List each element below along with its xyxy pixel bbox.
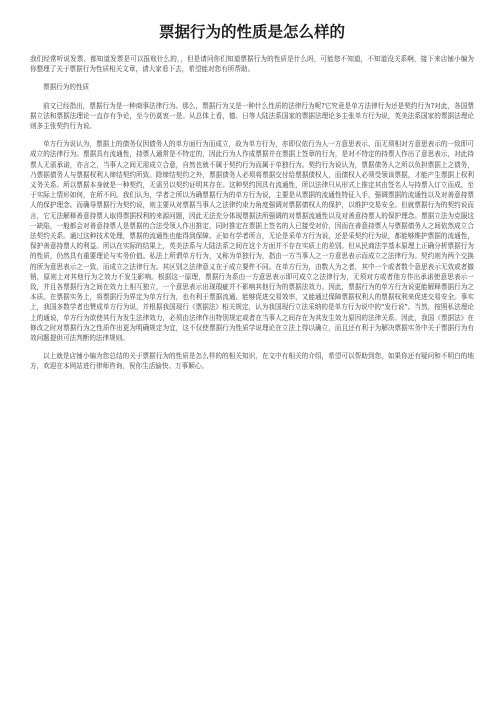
intro-paragraph: 我们经常听说发票、都知道发票是可以报账什么的，，但是请问你们知道票据行为的性质是什么吗，可能您不知道，不知道没关系啊，接下来店铺小编为你整理了关于票据行为性质相关文章，请大家看下去，希望能对您有所帮助。 [30, 55, 474, 74]
body-paragraph-1: 前文已经指出，票据行为是一种商事法律行为。那么，票据行为又是一种什么性质的法律行为呢?它究竟是单方法律行为还是契约行为?对此，各国票据立法和票据法理论一直存有争论，至今仍莫衷一是。从总体上看，德、日等大陆法系国家的票据法理论多主张单方行为说，英美法系国家的票据法理论则多主张契约行为说。 [30, 101, 474, 131]
document-title: 票据行为的性质是怎么样的 [158, 23, 345, 41]
body-paragraph-2: 单方行为说认为，票据上的债务仅因债务人的单方面行为而成立，故为单方行为，亦即仅依行为人一方意思表示、而无须相对方意思表示的一致即可成立的法律行为。票据具有流通性，持票人通常是不特定的，因此行为人作成票据并在票据上签章的行为，是对不特定的持票人作出了意思表示，对此持票人无需承诺，亦言之，当事人之间无需成立合意，自然也就不属于契约行为而属于单独行为。契约行为说认为，票据债务人之所以负担票据上之债务，乃票据债务人与票据权利人缔结契约所致。除缔结契约之外，票据债务人必须将票据交付给票据债权人，而债权人必须受领该票据，才能产生票据上权利义务关系。所以票据本身就是一种契约，无需另以契约证明其存在。这种契约因具有流通性，所以法律只从形式上推定其由签名人与持票人订立而成，至于实际上情形如何，在所不问。我们认为，学者之所以为确票据行为的单方行为说，主要是从票据的流通性特征入手，强调票据的流通性以及对善意持票人的保护理念。而确导票据行为契约说，则主要从对票据当事人之法律约束力角度强调对票据债权人的保护，以维护交易安全。但就票据行为的契约说而言，它无法解释善意持票人取得票据权利的来源问题，因此无法充分体现票据法所强调的对票据流通性以及对善意持票人的保护理念。票据立法为克服这一缺陷，一般都会对善意持票人是票据的合法受领人作出推定，同时推定在票据上签名的人已接受对价，因而在善意持票人与票据债务人之间依然成立合法契约关系。通过这种技术处理，票据的流通性也能得到保障。正如有学者所言，无论是采单方行为说，还是采契约行为说，都能够维护票据的流通性，保护善意持票人的利益。所以在实际的结果上，英美法系与大陆法系之间在这个方面并不存在实质上的差别。但从民商法学基本原理上正确分析票据行为的性质，仍然具有重要理论与实务价值。私法上所谓单方行为，又称为单独行为，指由一方当事人之一方意思表示而成立之法律行为。契约则为两个交换的所为意思表示之一致，而成立之法律行为。其区别之法律意义在于成立要件不同。在单方行为，由数人为之者，其中一个或者数个意思表示无效或者撤销，原则上对其他行为之效力不发生影响。根据这一原理，票据行为系由一方意思表示即可成立之法律行为，无须对方或者他方作出承诺使意思表示一致，并且各票据行为之间在效力上相互独立，一个意思表示出现瑕疵并不影响其他行为的票据法效力。因此，票据行为的单方行为说更能解释票据行为之本质。在票据实务上，将票据行为界定为单方行为，也有利于票据流通、能够促进交易效率，又能通过保障票据权利人的票据权利来促进交易安全。事实上，我国多数学者也赞成单方行为说，并根据我国现行《票据法》相关规定，认为我国现行立法采纳的是单方行为说中的“发行说”。当然，按照私法理论上的通说，单方行为欲使其行为发生法律效力，必须由法律作出特别规定或者在当事人之间存在为其发生效力原因的法律关系。因此，我国《票据法》在修改之时对票据行为之性质作出更为明确规定为宜，这不仅使票据行为性质学说理论在立法上得以确立，而且还有利于为解决票据实务中关于票据行为有效问题提供可法判断的法律规则。 [30, 140, 474, 343]
closing-paragraph: 以上就是店铺小编为您总结的关于票据行为的性质是怎么样的的相关知识，在文中有相关的介绍，希望可以帮助到您，如果你还有疑问和不明白的地方，欢迎在本网站进行律师咨询，祝你生活愉快、万事顺心。 [30, 352, 474, 371]
section-heading: 票据行为的性质 [43, 83, 90, 92]
